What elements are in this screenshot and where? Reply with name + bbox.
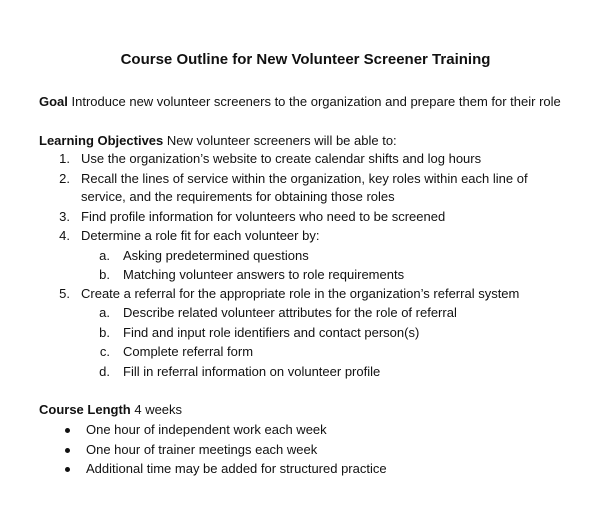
sub-objective-letter: b.	[99, 267, 110, 282]
sub-objective-letter: b.	[99, 325, 110, 340]
bullet-icon	[65, 467, 70, 472]
sub-objective-text: Find and input role identifiers and contact person(s)	[123, 325, 420, 340]
sub-objective-letter: d.	[99, 364, 110, 379]
objective-text: Use the organization’s website to create calendar shifts and log hours	[81, 151, 482, 166]
sub-objective-letter: c.	[99, 344, 110, 359]
objectives-intro: New volunteer screeners will be able to:	[163, 133, 397, 148]
goal-paragraph	[39, 94, 561, 110]
objective-number: 2.	[59, 171, 70, 186]
objective-text: Determine a role fit for each volunteer by:	[81, 228, 320, 243]
objective-text: Find profile information for volunteers who need to be screened	[81, 209, 446, 224]
objective-number: 1.	[59, 151, 70, 166]
sub-objective-text: Complete referral form	[123, 344, 254, 359]
objective-number: 5.	[59, 286, 70, 301]
course-length-label: Course Length	[39, 402, 131, 417]
course-length-text: 4 weeks	[130, 402, 183, 417]
sub-objective-text: Describe related volunteer attributes for the role of referral	[123, 305, 457, 320]
objective-text: Create a referral for the appropriate role in the organization’s referral system	[81, 286, 520, 301]
course-length-item: Additional time may be added for structured practice	[86, 461, 387, 476]
sub-objective-text: Asking predetermined questions	[123, 248, 309, 263]
bullet-icon	[65, 448, 70, 453]
objective-text-continued: service, and the requirements for obtaining those roles	[81, 189, 395, 204]
objective-number: 4.	[59, 228, 70, 243]
objectives-label: Learning Objectives	[39, 133, 164, 148]
sub-objective-text: Fill in referral information on volunteer profile	[123, 364, 381, 379]
course-length-heading	[39, 402, 182, 418]
goal-text: Introduce new volunteer screeners to the organization and prepare them for their role	[67, 94, 561, 109]
objective-number: 3.	[59, 209, 70, 224]
document-title: Course Outline for New Volunteer Screener Training	[120, 51, 491, 68]
bullet-icon	[65, 428, 70, 433]
course-length-item: One hour of independent work each week	[86, 422, 327, 437]
objectives-heading	[39, 133, 397, 149]
goal-label: Goal	[39, 94, 68, 109]
sub-objective-letter: a.	[99, 305, 110, 320]
course-length-item: One hour of trainer meetings each week	[86, 442, 318, 457]
sub-objective-text: Matching volunteer answers to role requirements	[123, 267, 405, 282]
objective-text: Recall the lines of service within the organization, key roles within each line of	[81, 171, 528, 186]
sub-objective-letter: a.	[99, 248, 110, 263]
